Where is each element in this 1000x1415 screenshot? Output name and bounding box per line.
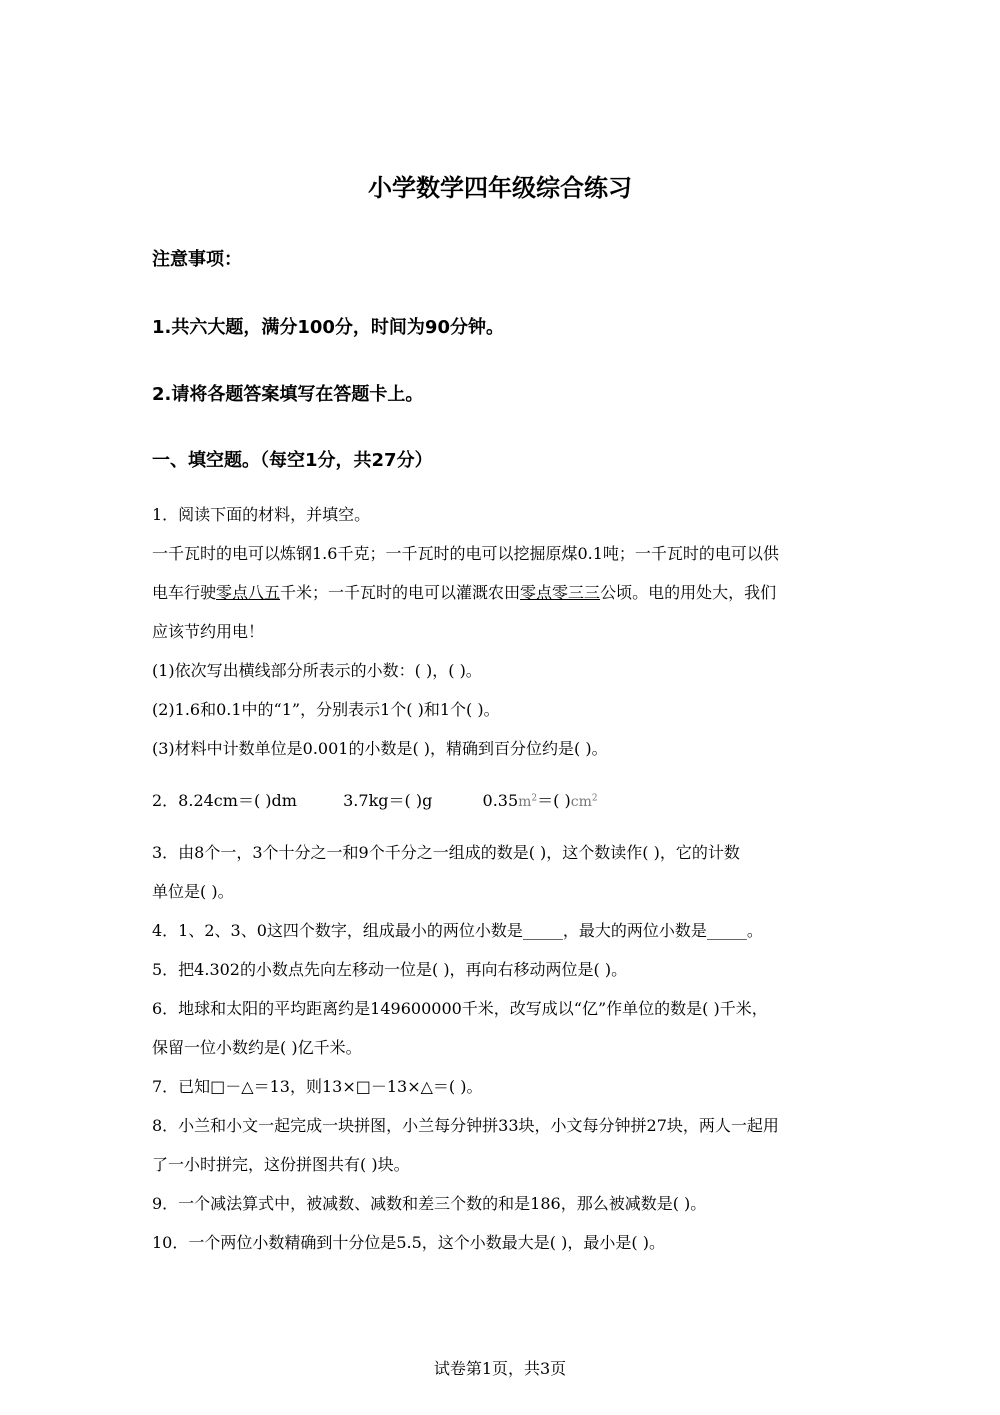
question-6-line-1: 6．地球和太阳的平均距离约是149600000千米，改写成以“亿”作单位的数是( )千米， bbox=[152, 999, 768, 1018]
passage-text: 电车行驶 bbox=[152, 583, 217, 602]
notice-item-1: 1.共六大题，满分100分，时间为90分钟。 bbox=[152, 317, 504, 338]
page-footer: 试卷第1页，共3页 bbox=[433, 1359, 567, 1378]
question-7: 7．已知□－△＝13，则13×□－13×△＝( )。 bbox=[152, 1077, 483, 1096]
question-2 bbox=[152, 788, 598, 811]
question-9: 9．一个减法算式中，被减数、减数和差三个数的和是186，那么被减数是( )。 bbox=[152, 1194, 707, 1213]
passage-text: 千米；一千瓦时的电可以灌溉农田 bbox=[280, 583, 521, 602]
passage-text: 公顷。电的用处大，我们 bbox=[600, 583, 777, 602]
question-1-sub-1: (1)依次写出横线部分所表示的小数：( )，( )。 bbox=[152, 661, 482, 680]
question-3-line-2: 单位是( )。 bbox=[152, 882, 234, 901]
question-2-part-b: 3.7kg＝( )g bbox=[343, 791, 433, 810]
question-1-passage-line-1: 一千瓦时的电可以炼钢1.6千克；一千瓦时的电可以挖掘原煤0.1吨；一千瓦时的电可以供 bbox=[152, 544, 779, 563]
underlined-number-1: 零点八五 bbox=[216, 583, 281, 602]
question-1-sub-2: (2)1.6和0.1中的“1”，分别表示1个( )和1个( )。 bbox=[152, 700, 500, 719]
question-2-part-c-blank: ＝( ) bbox=[537, 791, 571, 810]
section-1-heading: 一、填空题。（每空1分，共27分） bbox=[152, 450, 433, 471]
question-5: 5．把4.302的小数点先向左移动一位是( )，再向右移动两位是( )。 bbox=[152, 960, 628, 979]
question-8-line-2: 了一小时拼完，这份拼图共有( )块。 bbox=[152, 1155, 410, 1174]
notice-heading: 注意事项： bbox=[152, 249, 242, 270]
notice-item-2: 2.请将各题答案填写在答题卡上。 bbox=[152, 384, 424, 405]
question-2-part-a: 2．8.24cm＝( )dm bbox=[152, 791, 297, 810]
question-1-intro: 1．阅读下面的材料，并填空。 bbox=[152, 505, 371, 524]
square-meter-unit: $m^2$ bbox=[518, 793, 538, 810]
square-centimeter-unit: $cm^2$ bbox=[570, 793, 598, 810]
question-8-line-1: 8．小兰和小文一起完成一块拼图，小兰每分钟拼33块，小文每分钟拼27块，两人一起用 bbox=[152, 1116, 779, 1135]
question-4: 4．1、2、3、0这四个数字，组成最小的两位小数是_____，最大的两位小数是_____。 bbox=[152, 921, 763, 940]
page-title: 小学数学四年级综合练习 bbox=[368, 174, 632, 202]
underlined-number-2: 零点零三三 bbox=[520, 583, 601, 602]
question-2-part-c-value: 0.35 bbox=[482, 791, 519, 810]
question-1-sub-3: (3)材料中计数单位是0.001的小数是( )，精确到百分位约是( )。 bbox=[152, 739, 608, 758]
question-3-line-1: 3．由8个一，3个十分之一和9个千分之一组成的数是( )，这个数读作( )，它的计数 bbox=[152, 843, 740, 862]
question-10: 10．一个两位小数精确到十分位是5.5，这个小数最大是( )，最小是( )。 bbox=[152, 1233, 665, 1252]
question-1-passage-line-2 bbox=[152, 580, 776, 603]
question-1-passage-line-3: 应该节约用电！ bbox=[152, 622, 265, 641]
question-6-line-2: 保留一位小数约是( )亿千米。 bbox=[152, 1038, 362, 1057]
